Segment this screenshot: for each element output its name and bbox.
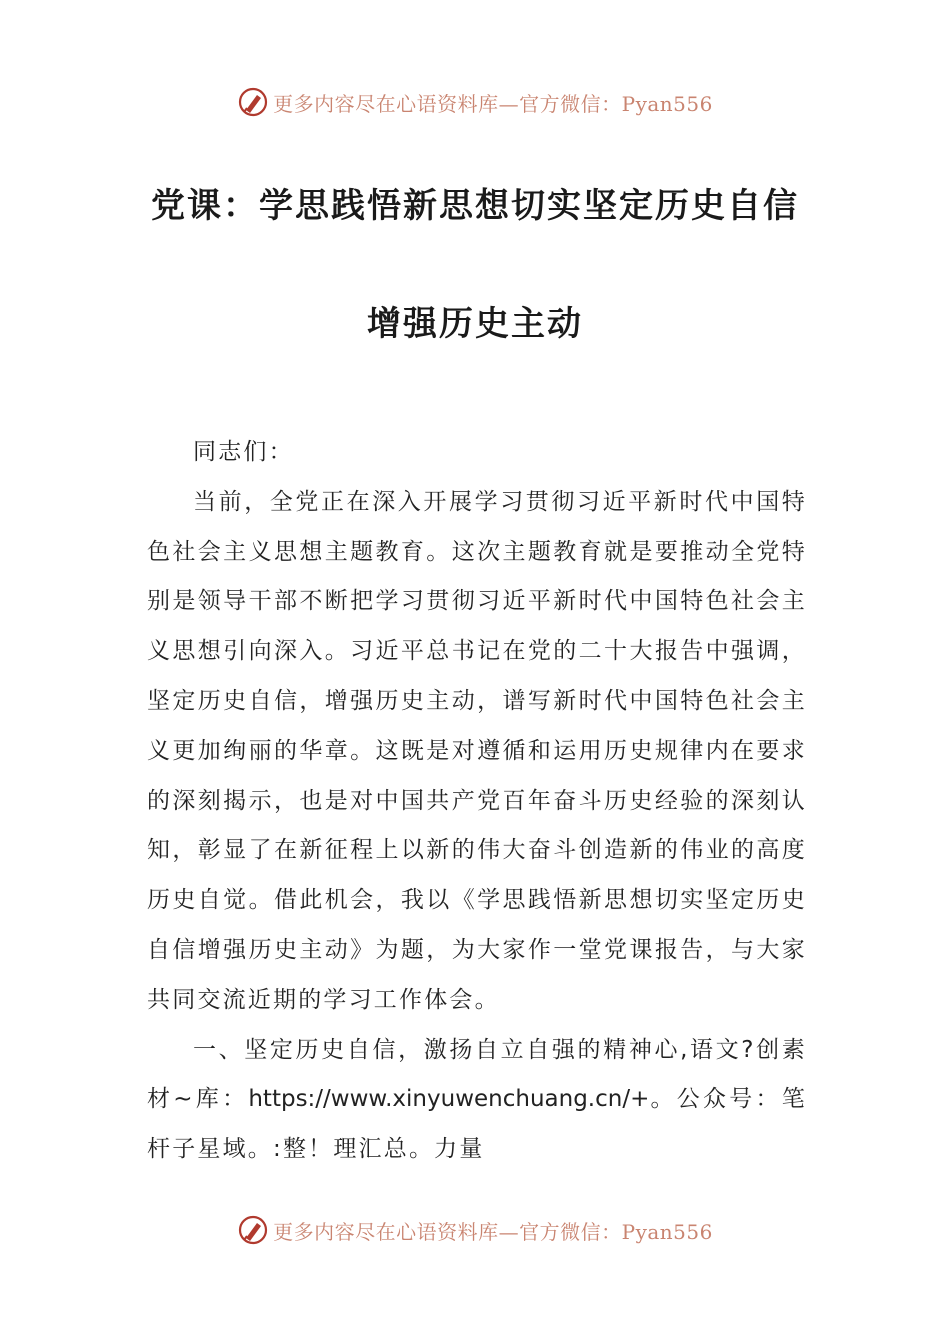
paragraph-2-text-a: 一、坚定历史自信，激扬自立自强的精神心,语文?创素材~库： (147, 1036, 807, 1113)
paragraph-1: 当前，全党正在深入开展学习贯彻习近平新时代中国特色社会主义思想主题教育。这次主题教育就是要推动全党特别是领导干部不断把学习贯彻习近平新时代中国特色社会主义思想引向深入。习近平总书记在党的二十大报告中强调，坚定历史自信，增强历史主动，谱写新时代中国特色社会主义更加绚丽的华章。这既是对遵循和运用历史规律内在要求的深刻揭示，也是对中国共产党百年奋斗历史经验的深刻认知，彰显了在新征程上以新的伟大奋斗创造新的伟业的高度历史自觉。借此机会，我以《学思践悟新思想切实坚定历史自信增强历史主动》为题，为大家作一堂党课报告，与大家共同交流近期的学习工作体会。 (147, 488, 807, 1013)
paragraph-2-text-b: 。公众号：笔杆子星域。:整！理汇总。力量 (147, 1086, 807, 1163)
salutation: 同志们： (193, 439, 294, 465)
document-title-line2: 增强历史主动 (367, 304, 583, 344)
paragraph-2 (147, 1026, 807, 1175)
pen-nib-logo-icon (237, 86, 269, 118)
footer-banner (0, 1210, 950, 1250)
header-banner-text: 更多内容尽在心语资料库—官方微信：Pyan556 (273, 91, 713, 116)
pen-nib-logo-icon (237, 1214, 269, 1246)
header-banner (0, 82, 950, 122)
footer-banner-text: 更多内容尽在心语资料库—官方微信：Pyan556 (273, 1219, 713, 1244)
document-title-line1: 党课：学思践悟新思想切实坚定历史自信 (151, 186, 799, 226)
paragraph-2-url: https://www.xinyuwenchuang.cn/+ (248, 1086, 650, 1113)
document-body (147, 428, 807, 1175)
